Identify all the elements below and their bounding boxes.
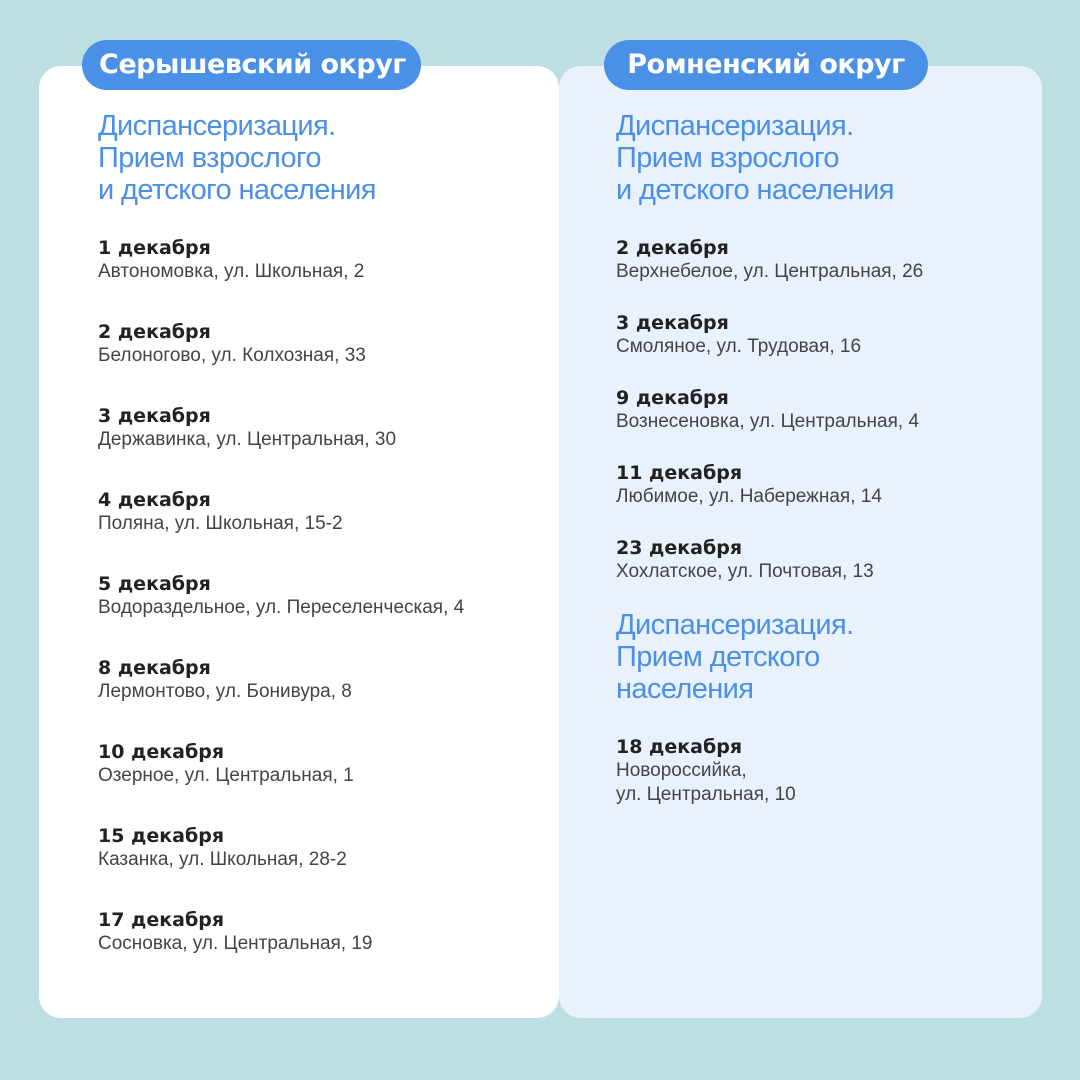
entry-address: Верхнебелое, ул. Центральная, 26 [616,261,924,282]
heading-line: Диспансеризация. [98,110,336,142]
schedule-entry [98,488,538,572]
right-schedule [616,110,1056,810]
entry-address: Казанка, ул. Школьная, 28-2 [98,849,347,870]
heading-line: Прием взрослого [98,142,321,174]
entry-date: 2 декабря [98,321,211,343]
entry-date: 8 декабря [98,657,211,679]
schedule-entry [616,461,1056,536]
entry-date: 2 декабря [616,237,729,259]
entry-date: 3 декабря [98,405,211,427]
section-heading-adult-child [616,110,1056,206]
left-schedule [98,110,538,992]
district-badge-romnensky: Ромненский округ [604,40,928,90]
heading-line: населения [616,673,754,705]
entry-address: Сосновка, ул. Центральная, 19 [98,933,373,954]
heading-line: и детского населения [616,174,894,206]
entry-date: 4 декабря [98,489,211,511]
entry-address: Новороссийка, [616,760,747,781]
entry-date: 3 декабря [616,312,729,334]
heading-line: Прием детского [616,641,820,673]
entry-address: Озерное, ул. Центральная, 1 [98,765,354,786]
schedule-entry [98,656,538,740]
heading-line: и детского населения [98,174,376,206]
entry-address: Лермонтово, ул. Бонивура, 8 [98,681,352,702]
schedule-entry [616,311,1056,386]
entry-date: 23 декабря [616,537,743,559]
entry-date: 10 декабря [98,741,225,763]
schedule-entry [616,536,1056,611]
entry-address: Поляна, ул. Школьная, 15-2 [98,513,343,534]
schedule-entry [616,236,1056,311]
heading-line: Диспансеризация. [616,609,854,641]
entry-date: 5 декабря [98,573,211,595]
schedule-entry [98,824,538,908]
entry-date: 15 декабря [98,825,225,847]
entry-date: 1 декабря [98,237,211,259]
schedule-entry [616,735,1056,810]
section-heading-adult-child [98,110,538,206]
entry-date: 11 декабря [616,462,743,484]
district-badge-seryshevsky: Серышевский округ [82,40,421,90]
entry-address: ул. Центральная, 10 [616,784,796,805]
entry-address: Водораздельное, ул. Переселенческая, 4 [98,597,465,618]
schedule-entry [98,572,538,656]
heading-line: Диспансеризация. [616,110,854,142]
entry-address: Белоногово, ул. Колхозная, 33 [98,345,366,366]
entry-address: Смоляное, ул. Трудовая, 16 [616,336,862,357]
schedule-entry [98,404,538,488]
schedule-entry [98,908,538,992]
entry-address: Автономовка, ул. Школьная, 2 [98,261,365,282]
heading-line: Прием взрослого [616,142,839,174]
entry-address: Державинка, ул. Центральная, 30 [98,429,397,450]
schedule-entry [616,386,1056,461]
schedule-entry [98,740,538,824]
section-heading-child [616,609,1056,705]
entry-date: 9 декабря [616,387,729,409]
schedule-entry [98,236,538,320]
entry-address: Любимое, ул. Набережная, 14 [616,486,882,507]
entry-date: 18 декабря [616,736,743,758]
schedule-entry [98,320,538,404]
entry-address: Вознесеновка, ул. Центральная, 4 [616,411,920,432]
entry-address: Хохлатское, ул. Почтовая, 13 [616,561,874,582]
entry-date: 17 декабря [98,909,225,931]
